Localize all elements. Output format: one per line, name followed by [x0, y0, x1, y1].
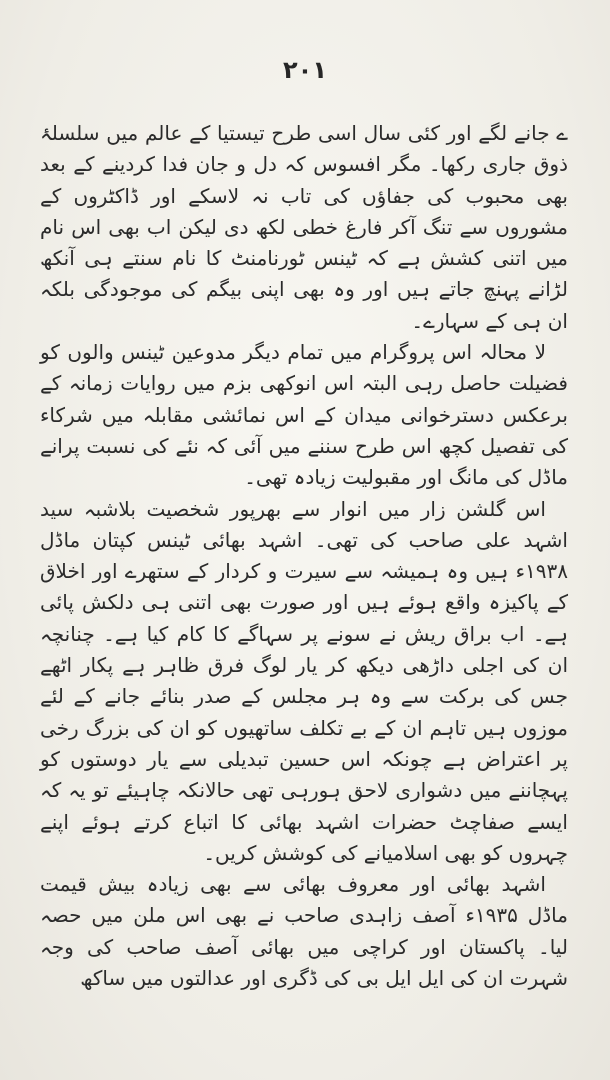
- paragraph-4: اشہد بھائی اور معروف بھائی سے بھی زیادہ بیش قیمت ماڈل ۱۹۳۵ء آصف زاہدی صاحب نے بھی اس ملن میں حصہ لیا۔ پاکستان اور کراچی میں بھائی آصف صاحب کی وجہ شہرت ان کی ایل ایل بی کی ڈگری اور عدالتوں میں ساکھ: [40, 872, 568, 991]
- page-body-text: [40, 118, 568, 994]
- paragraph-1: ے جانے لگے اور کئی سال اسی طرح تیستیا کے عالم میں سلسلۂ ذوق جاری رکھا۔ مگر افسوس کہ دل و جان فدا کردینے کے بعد بھی محبوب کی جفاؤں کی تاب نہ لاسکے اور ڈاکٹروں کے مشوروں سے تنگ آکر فارغ خطی لکھ دی لیکن اب بھی اس نام میں اتنی کشش ہے کہ ٹینس ٹورنامنٹ کا نام سنتے ہی آنکھ لڑانے پہنچ جاتے ہیں اور وہ بھی اپنی بیگم کی موجودگی بلکہ ان ہی کے سہارے۔: [40, 121, 568, 333]
- page-number: ۲۰۱: [283, 56, 327, 84]
- paragraph-2: لا محالہ اس پروگرام میں تمام دیگر مدوعین ٹینس والوں کو فضیلت حاصل رہی البتہ اس انوکھی بزم میں روایات زمانہ کے برعکس دسترخوانی میدان کے اس نمائشی مقابلہ میں شرکاء کی تفصیل کچھ اس طرح سننے میں آئی کہ نئے کی نسبت پرانے ماڈل کی مانگ اور مقبولیت زیادہ تھی۔: [40, 340, 568, 490]
- paragraph-3: اس گلشن زار میں انوار سے بھرپور شخصیت بلاشبہ سید اشہد علی صاحب کی تھی۔ اشہد بھائی ٹینس کپتان ماڈل ۱۹۳۸ء ہیں وہ ہمیشہ سے سیرت و کردار کے ستھرے اور اخلاق کے پاکیزہ واقع ہوئے ہیں اور صورت بھی اتنی ہی دلکش پائی ہے۔ اب براق ریش نے سونے پر سہاگے کا کام کیا ہے۔ چنانچہ ان کی اجلی داڑھی دیکھ کر یار لوگ فرق ظاہر ہے پکار اٹھے جس کی برکت سے وہ ہر مجلس کے صدر بنائے جانے کے لئے موزوں ہیں تاہم ان کے بے تکلف ساتھیوں کو ان کی بزرگ رخی پر اعتراض ہے چونکہ اس حسین تبدیلی سے یار دوستوں کو پہچاننے میں دشواری لاحق ہورہی تھی حالانکہ چاہیئے تو یہ کہ ایسے صفاچٹ حضرات اشہد بھائی کا اتباع کرتے ہوئے اپنے چہروں کو بھی اسلامیانے کی کوشش کریں۔: [40, 496, 568, 865]
